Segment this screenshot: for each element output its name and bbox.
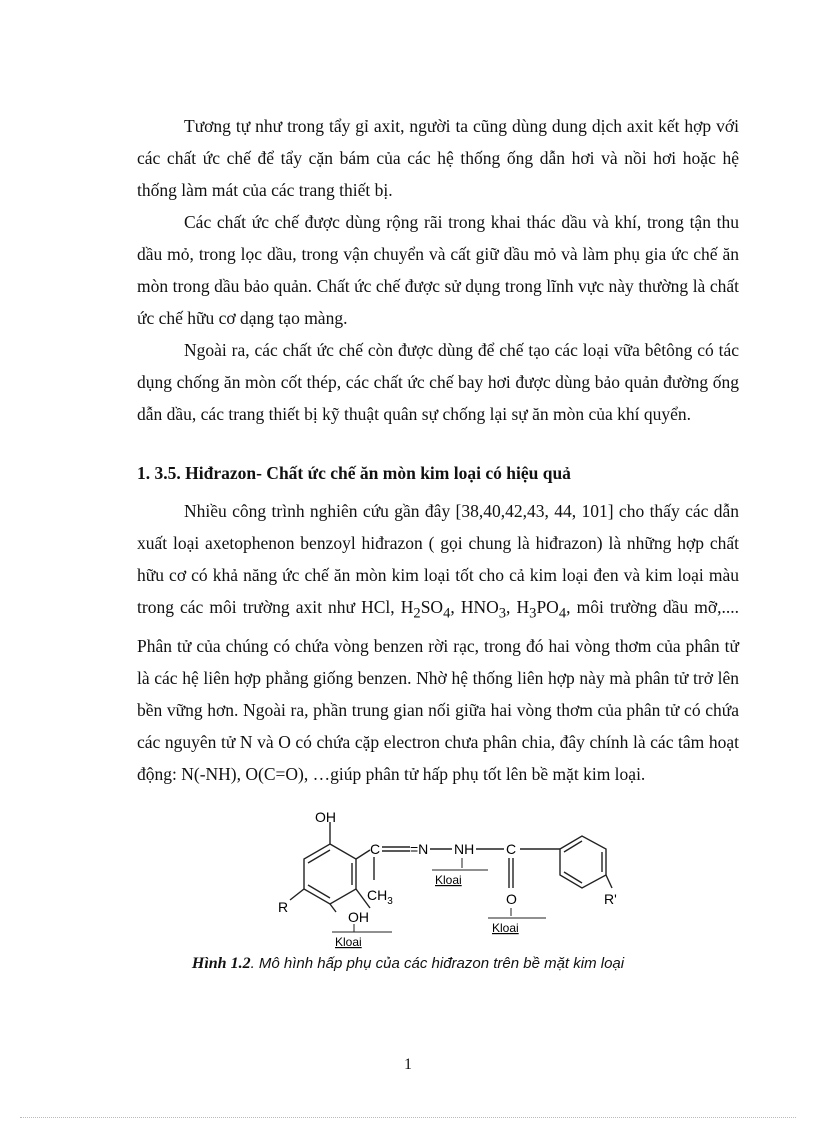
nh-label: NH [454,841,475,857]
page-bottom-border [20,1117,796,1118]
oh-bottom-label: OH [348,909,369,925]
carbon-1-label: C [370,841,381,857]
left-benzene-ring [290,822,370,912]
right-benzene-ring [560,836,612,888]
paragraph-hydrazone: Nhiều công trình nghiên cứu gần đây [38,40,42,43, 44, 101] cho thấy các dẫn xuất loại axetophenon benzoyl hiđrazon ( gọi chung là hiđrazon) là những hợp chất hữu cơ có khả năng ức chế ăn mòn kim loại tốt cho cả kim loại đen và kim loại màu trong các môi trường axit như HCl, $H_2SO_4$, $HNO_3$, $H_3PO_4$, môi trường dầu mỡ,.... Phân tử của chúng có chứa vòng benzen rời rạc, trong đó hai vòng thơm của phân tử là các hệ liên hợp phẳng giống benzen. Nhờ hệ thống liên hợp này mà phân tử trở lên bền vững hơn. Ngoài ra, phần trung gian nối giữa hai vòng thơm của phân tử có chứa các nguyên tử N và O có chứa cặp electron chưa phân chia, đây chính là các tâm hoạt động: N(-NH), O(C=O), …giúp phân tử hấp phụ tốt lên bề mặt kim loại. [137,501,739,784]
co-double-bond [509,858,513,888]
kloai-label-3: Kloai [492,921,519,935]
kloai-label-1: Kloai [335,935,362,949]
n-label: =N [410,841,429,857]
section-heading: 1. 3.5. Hiđrazon- Chất ức chế ăn mòn kim loại có hiệu quả [137,463,571,483]
figure-caption: Hình 1.2. Mô hình hấp phụ của các hiđrazon trên bề mặt kim loại [191,955,625,972]
kloai-label-2: Kloai [435,873,462,887]
page-number: 1 [404,1056,412,1073]
paragraph-1: Tương tự như trong tẩy gỉ axit, người ta cũng dùng dung dịch axit kết hợp với các chất ức chế để tẩy cặn bám của các hệ thống ống dẫn hơi và nồi hơi hoặc hệ thống làm mát của các trang thiết bị. [137,116,739,200]
r-right-label: R' [604,891,617,907]
r-left-label: R [278,899,289,915]
ch3-label: $CH_3$ [367,887,393,907]
carbon-2-label: C [506,841,517,857]
oh-top-label: OH [315,809,336,825]
body-text-main [137,495,739,790]
hydrazone-adsorption-figure [270,808,630,958]
paragraph-2: Các chất ức chế được dùng rộng rãi trong khai thác dầu và khí, trong tận thu dầu mỏ, trong lọc dầu, trong vận chuyển và cất giữ dầu mỏ và làm phụ gia ức chế ăn mòn trong dầu bảo quản. Chất ức chế được sử dụng trong lĩnh vực này thường là chất ức chế hữu cơ dạng tạo màng. [137,212,739,328]
body-text-top [137,110,739,430]
oxygen-label: O [506,891,517,907]
paragraph-3: Ngoài ra, các chất ức chế còn được dùng để chế tạo các loại vữa bêtông có tác dụng chống ăn mòn cốt thép, các chất ức chế bay hơi được dùng bảo quản đường ống dẫn dầu, các trang thiết bị kỹ thuật quân sự chống lại sự ăn mòn của khí quyển. [137,340,739,424]
